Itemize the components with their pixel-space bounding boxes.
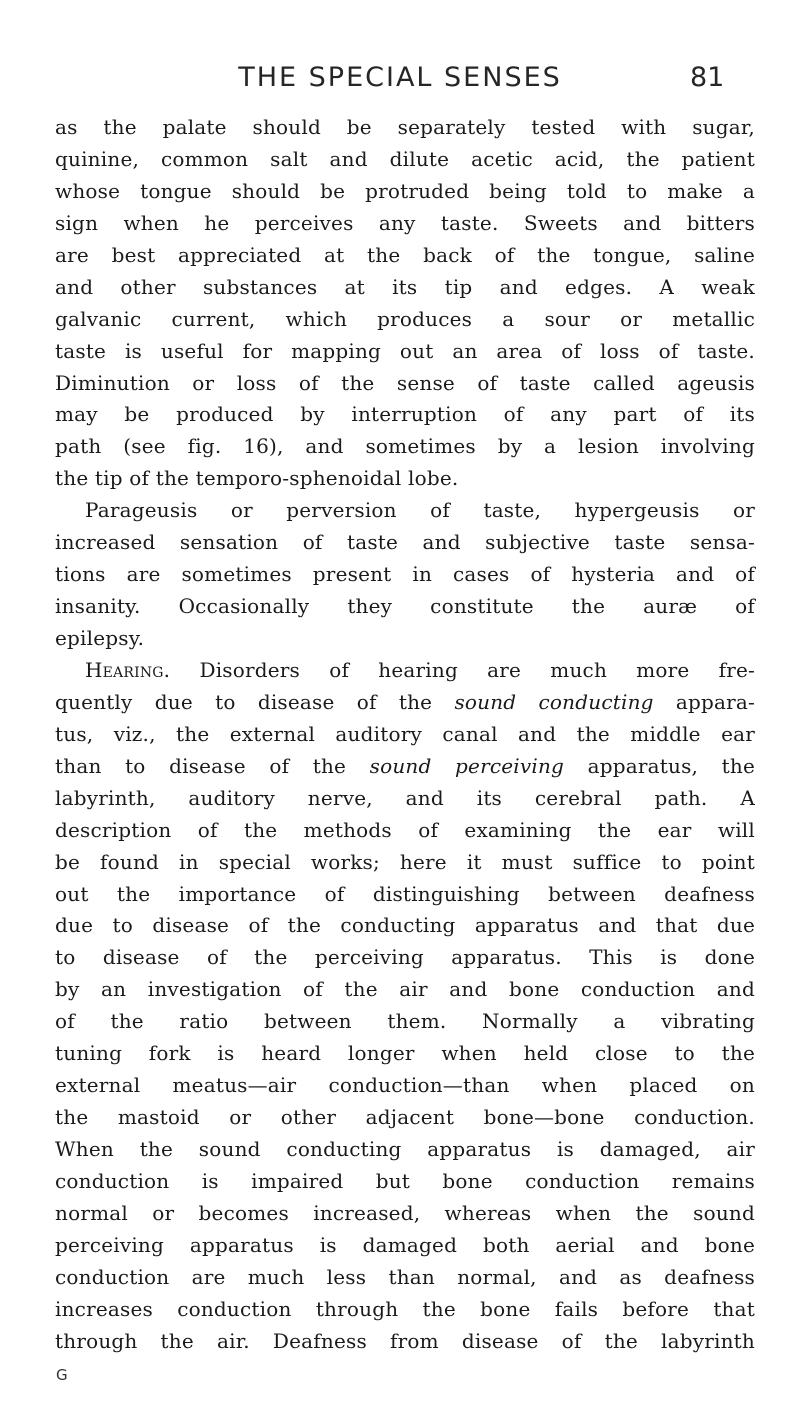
text-line: Diminution or loss of the sense of taste called ageusis — [55, 370, 755, 395]
text-line: are best appreciated at the back of the tongue, saline — [55, 242, 755, 267]
text-line — [55, 751, 755, 783]
page-number: 81 — [690, 62, 725, 93]
body-text — [55, 112, 755, 1358]
paragraph-parageusis — [55, 495, 755, 655]
text-line: quinine, common salt and dilute acetic acid, the patient — [55, 146, 755, 171]
text-line: Parageusis or perversion of taste, hypergeusis or — [85, 498, 755, 523]
text-line: increases conduction through the bone fails before that — [55, 1296, 755, 1321]
text-line: description of the methods of examining the ear will — [55, 817, 755, 842]
paragraph-taste-testing — [55, 112, 755, 495]
emphasis-sound-perceiving: sound perceiving — [369, 753, 565, 778]
text-line: tions are sometimes present in cases of hysteria and of — [55, 562, 755, 587]
emphasis-sound-conducting: sound conducting — [454, 689, 654, 714]
text-line: to disease of the perceiving apparatus. This is done — [55, 945, 755, 970]
signature-mark: G — [56, 1366, 68, 1384]
text-line: of the ratio between them. Normally a vibrating — [55, 1009, 755, 1034]
text-line: conduction are much less than normal, and as deafness — [55, 1264, 755, 1289]
text-line: due to disease of the conducting apparatus and that due — [55, 913, 755, 938]
text-line: out the importance of distinguishing between deafness — [55, 881, 755, 906]
paragraph-hearing — [55, 655, 755, 1358]
text-line: tus, viz., the external auditory canal and the middle ear — [55, 721, 755, 746]
text-run: quently due to disease of the — [55, 689, 455, 714]
text-line: labyrinth, auditory nerve, and its cerebral path. A — [55, 785, 755, 810]
text-line — [55, 655, 755, 687]
text-run: Disorders of hearing are much more fre- — [199, 657, 755, 682]
text-line: as the palate should be separately tested with sugar, — [55, 115, 755, 139]
text-line: taste is useful for mapping out an area of loss of taste. — [55, 338, 755, 363]
text-line: the tip of the temporo-sphenoidal lobe. — [55, 466, 459, 491]
text-line: perceiving apparatus is damaged both aerial and bone — [55, 1232, 755, 1257]
text-line: increased sensation of taste and subjective taste sensa- — [55, 530, 755, 555]
section-heading-hearing: Hearing. — [85, 657, 171, 682]
text-line: and other substances at its tip and edges. A weak — [55, 274, 755, 299]
text-line: path (see fig. 16), and sometimes by a lesion involving — [55, 434, 755, 459]
text-line: be found in special works; here it must suffice to point — [55, 849, 755, 874]
text-line: galvanic current, which produces a sour or metallic — [55, 306, 755, 331]
text-line: sign when he perceives any taste. Sweets and bitters — [55, 210, 755, 235]
text-line: the mastoid or other adjacent bone—bone conduction. — [55, 1105, 755, 1130]
text-line: When the sound conducting apparatus is damaged, air — [55, 1137, 755, 1161]
text-line: insanity. Occasionally they constitute the auræ of — [55, 594, 755, 619]
text-line: tuning fork is heard longer when held close to the — [55, 1041, 755, 1066]
text-line: through the air. Deafness from disease of the labyrinth — [55, 1328, 755, 1353]
text-line: whose tongue should be protruded being told to make a — [55, 178, 755, 203]
running-head — [0, 62, 800, 102]
text-run: appara- — [653, 689, 755, 714]
text-line: by an investigation of the air and bone conduction and — [55, 977, 755, 1002]
text-line: external meatus—air conduction—than when placed on — [55, 1073, 755, 1098]
text-line: may be produced by interruption of any part of its — [55, 402, 755, 427]
text-line: normal or becomes increased, whereas when the sound — [55, 1200, 755, 1225]
text-line: epilepsy. — [55, 626, 145, 650]
text-line: conduction is impaired but bone conduction remains — [55, 1168, 755, 1193]
text-run: than to disease of the — [55, 753, 370, 778]
text-line — [55, 687, 755, 719]
text-run: apparatus, the — [564, 753, 755, 778]
page-title: THE SPECIAL SENSES — [238, 62, 562, 93]
